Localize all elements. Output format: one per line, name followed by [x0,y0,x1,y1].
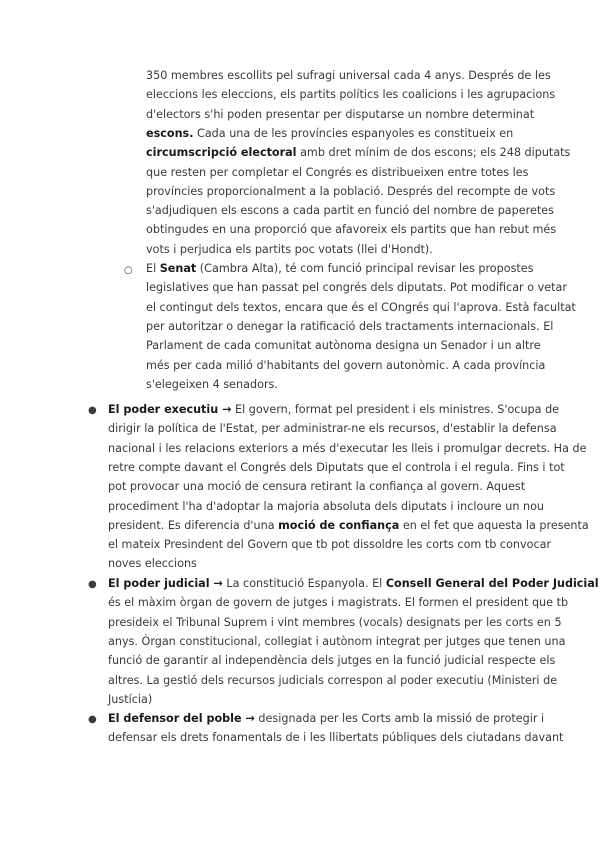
text-line: noves eleccions [108,557,197,571]
text-span: en el fet que aquesta la presenta [399,518,589,532]
term-poder-executiu: El poder executiu → [108,403,232,416]
filled-bullet-icon: ● [88,579,97,590]
text-line: retre compte davant el Congrés dels Diputats que el controla i el regula. Fins i tot [108,460,565,474]
text-line [108,400,559,419]
term-mocio-confianca: moció de confiança [278,518,400,532]
text-line [146,143,570,162]
text-line: el contingut dels textos, encara que és el COngrés qui l'aprova. Està facultat [146,300,576,314]
text-line: anys. Òrgan constitucional, collegiat i autònom integrat per jutges que tenen una [108,634,566,648]
text-line: el mateix Presindent del Govern que tb pot dissoldre les corts com tb convocar [108,538,552,552]
text-line: més per cada milió d'habitants del govern autonòmic. A cada província [146,358,546,372]
text-line: defensar els drets fonamentals de i les llibertats públiques dels ciutadans davant [108,731,564,745]
text-span: (Cambra Alta), té com funció principal revisar les propostes [196,262,534,275]
text-span: president. Es diferencia d'una [108,518,279,532]
text-line: s'adjudiquen els escons a cada partit en funció del nombre de paperetes [146,204,554,218]
term-poder-judicial: El poder judicial → [108,577,223,590]
text-line: Justícia) [108,692,153,706]
text-span: amb dret mínim de dos escons; els 248 diputats [296,146,571,160]
text-line: funció de garantir al independència dels jutges en la funció judicial respecte els [108,654,556,668]
text-line: obtingudes en una proporció que afavoreix els partits que han rebut més [146,223,557,237]
text-span: designada per les Corts amb la missió de protegir i [254,712,545,725]
text-line: procediment l'ha d'adoptar la majoria absoluta dels diputats i incloure un nou [108,499,545,513]
text-line: altres. La gestió dels recursos judicials correspon al poder executiu (Ministeri de [108,673,558,687]
text-line: vots i perjudica els partits poc votats (llei d'Hondt). [146,242,433,256]
term-defensor-poble: El defensor del poble → [108,712,255,725]
filled-bullet-icon: ● [88,714,97,725]
text-line: per autoritzar o denegar la ratificació dels tractaments internacionals. El [146,319,554,333]
text-span: La constitució Espanyola. El [222,577,386,590]
text-line: que resten per completar el Congrés es distribueixen entre totes les [146,165,529,179]
text-line: pot provocar una moció de censura retirant la confiança al govern. Aquest [108,480,526,494]
text-line [108,709,544,728]
text-line: dirigir la política de l'Estat, per administrar-ne els recursos, d'establir la defensa [108,422,557,436]
text-line: 350 membres escollits pel sufragi universal cada 4 anys. Després de les [146,69,551,82]
text-line: Parlament de cada comunitat autònoma designa un Senador i un altre [146,339,541,353]
term-consell-general: Consell General del Poder Judicial [385,577,599,590]
text-line: províncies proporcionalment a la població. Després del recompte de vots [146,184,556,198]
text-line [108,516,589,535]
text-line: és el màxim òrgan de govern de jutges i magistrats. El formen el president que tb [108,596,569,610]
hollow-bullet-icon: ○ [124,265,133,276]
filled-bullet-icon: ● [88,405,97,416]
text-line: presideix el Tribunal Suprem i vint membres (vocals) designats per les corts en 5 [108,615,562,629]
term-circumscripcio: circumscripció electoral [146,146,297,160]
text-line: legislatives que han passat pel congrés dels diputats. Pot modificar o vetar [146,281,567,295]
text-line [108,574,599,593]
text-line [146,124,513,143]
term-escons: escons. [146,126,194,140]
text-line: nacional i les relacions exteriors a més d'executar les lleis i promulgar decrets. Ha de [108,441,587,455]
text-span: Cada una de les províncies espanyoles es constitueix en [193,126,514,140]
document-page [0,66,600,745]
term-senat: Senat [159,262,197,275]
text-line [146,259,534,278]
text-line: s'elegeixen 4 senadors. [146,377,278,391]
text-span: El govern, format pel president i els ministres. S'ocupa de [231,403,560,416]
text-line: eleccions les eleccions, els partits polítics les coalicions i les agrupacions [146,88,556,102]
text-line: d'electors s'hi poden presentar per disputarse un nombre determinat [146,107,535,121]
text-span: El [146,262,160,275]
